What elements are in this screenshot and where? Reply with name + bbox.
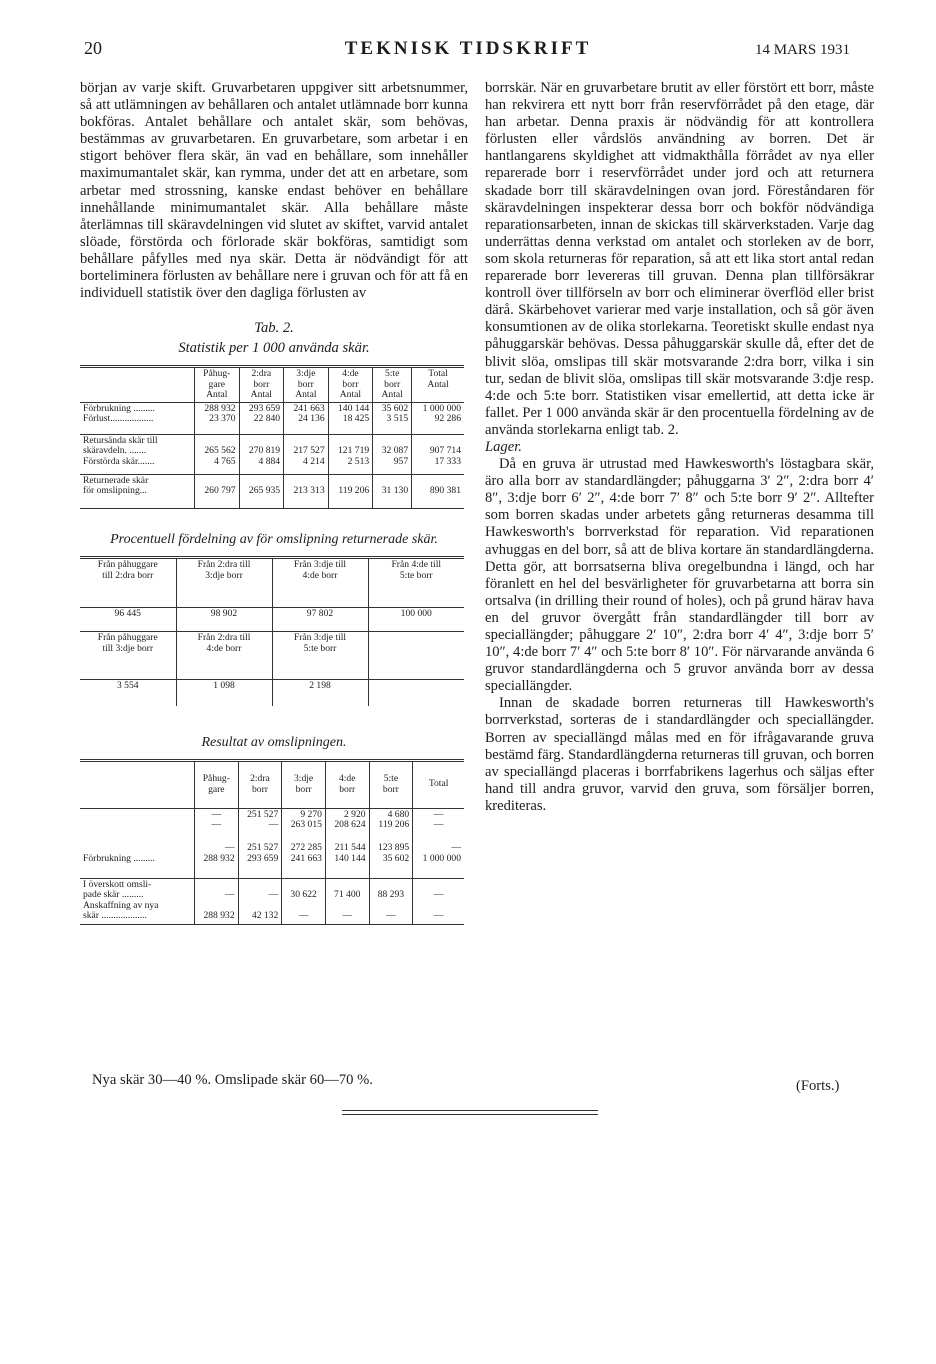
pct-header: Från 2:dra till 3:dje borr — [176, 558, 272, 608]
tab2-cell: 265 935 — [239, 474, 284, 508]
res-cell: 30 622 — — [282, 878, 326, 924]
right-paragraph: borrskär. När en gruvarbetare brutit av eller förstört ett borr, måste han rekvirera ett nytt borr från reservförrådet på den etage, där han arbetar. Denna praxis är nödvändig för att kontrollera förlusten eller vårdslös användning av borren. Det är hantlangarens skyldighet att vidmakthålla förrådet av nya eller reparerade borr i reservförrådet under jord och att returnera skadade borr till skäravdelningen ovan jord. Föreståndaren för skäravdelningen inspekterar dessa borr och bokför nödvändiga reparationsarbeten, innan de skickas till skärverkstaden. Varje dag underrättas denna verkstad om antalet och storleken av de borr, som skola returneras för reparation, så att ett lika stort antal redan reparerade borr levereras till gruvan. Denna plan tillförsäkrar kontroll över tillförseln av borr och eliminerar överflöd eller brist därå. Skärbehovet varierar med varje installation, och så gör även konsumtionen av de olika storlekarna. Teoretiskt skulle endast nya påhuggarskär behövas. Dessa påhuggarskär skulle då, efter det de blivit slöa, omslipas till skär motsvarande 2:dra borr, vilka i sin tur, sedan de blivit slöa, omslipas till skär motsvarande 3:dje resp. 4:de och 5:te borr. Statistiken visar emellertid, att detta icke är fallet. Per 1 000 använda skär är den procentuella fördelning av de använda storlekarna enligt tab. 2. — [485, 80, 874, 438]
res-header: Total — [413, 760, 464, 808]
tab2-header: 2:dra borr Antal — [239, 367, 284, 403]
res-header: 5:te borr — [369, 760, 413, 808]
res-cell: — 288 932 — [195, 878, 239, 924]
tab2-header: 4:de borr Antal — [328, 367, 373, 403]
tab2-caption: Tab. 2. — [254, 320, 294, 337]
pct-cell — [368, 680, 464, 706]
res-header: 2:dra borr — [238, 760, 282, 808]
end-rule — [342, 1110, 598, 1111]
tab2-cell: 213 313 — [284, 474, 329, 508]
pct-cell: 98 902 — [176, 608, 272, 632]
res-header: 3:dje borr — [282, 760, 326, 808]
continued-marker: (Forts.) — [796, 1078, 840, 1094]
res-cell: 123 895 35 602 — [369, 842, 413, 878]
tab2-cell: 270 819 4 884 — [239, 434, 284, 474]
pct-header: Från påhuggare till 3:dje borr — [97, 632, 158, 654]
tab2-cell: 265 562 4 765 — [195, 434, 240, 474]
res-cell: 4 680 119 206 — [369, 808, 413, 842]
res-cell: 211 544 140 144 — [325, 842, 369, 878]
tab2-cell: 260 797 — [195, 474, 240, 508]
res-cell: 272 285 241 663 — [282, 842, 326, 878]
res-cell: 88 293 — — [369, 878, 413, 924]
right-paragraph: Innan de skadade borren returneras till Hawkesworth's borrverkstad, sorteras de i standardlängder och speciallängder. Borren av speciallängd målas med en för ifrågavarande gruva bestämd färg. Standardlängderna returneras till gruvan, och borren av speciallängd placeras i borrfabrikens lagerhus och säljas efter hand till andra gruvor, varvid den gruva, som försäljer borren, krediteras. — [485, 695, 874, 814]
pct-cell: 100 000 — [368, 608, 464, 632]
pct-cell: 1 098 — [176, 680, 272, 706]
tab2-cell: 241 663 24 136 — [284, 402, 329, 434]
page-number: 20 — [84, 38, 102, 58]
tab2-row-label: Förbrukning ......... Förlust.................. — [83, 402, 155, 425]
res-cell: — 1 000 000 — [413, 842, 464, 878]
section-title: Lager. — [485, 438, 522, 455]
tab2-header: 3:dje borr Antal — [284, 367, 329, 403]
tab2-cell: 35 602 3 515 — [373, 402, 412, 434]
pct-header: Från 3:dje till 4:de borr — [272, 558, 368, 608]
res-cell: 9 270 263 015 — [282, 808, 326, 842]
tab2-header: Total Antal — [412, 367, 464, 403]
res-row-label — [80, 808, 195, 842]
pct-header: Från 4:de till 5:te borr — [368, 558, 464, 608]
pct-title: Procentuell fördelning av för omslipning returnerade skär. — [110, 531, 438, 547]
pct-table — [80, 556, 464, 706]
pct-header: Från påhuggare till 2:dra borr — [97, 559, 158, 581]
pct-cell: 2 198 — [272, 680, 368, 706]
pct-header: Från 2:dra till 4:de borr — [176, 632, 272, 680]
right-column — [485, 80, 874, 815]
tab2-cell: 217 527 4 214 — [284, 434, 329, 474]
pct-cell: 96 445 — [114, 608, 141, 619]
res-header: 4:de borr — [325, 760, 369, 808]
tab2-cell: 31 130 — [373, 474, 412, 508]
left-paragraph: början av varje skift. Gruvarbetaren uppgiver sitt arbetsnummer, så att utlämningen av behållaren och antalet utlämnade borr kunna bokföras. Antalet behållare och antalet skär, som behövas, bestämmas av gruvarbetaren. En gruvarbetare, som arbetar i en stigort behöver flera skär, än vad en behållare, som innehåller maximumantalet skär, kan rymma, under det att en arbetare, som arbetar med strossning, kanske endast behöver en behållare innehållande minimumantalet skär. Alla behållare måste återlämnas till skäravdelningen vid slutet av skiftet, varvid antalet slöade, förstörda och förlorade skär bokföras, samtidigt som behållare påfylles med nya skär. Detta är nödvändigt för att borteliminera förlusten av behållare nere i gruvan och för att få en individuell statistik över den dagliga förlusten av — [80, 80, 468, 302]
journal-title: TEKNISK TIDSKRIFT — [344, 38, 592, 59]
res-header: Påhug- gare — [195, 760, 239, 808]
tab2-cell: 140 144 18 425 — [328, 402, 373, 434]
res-title: Resultat av omslipningen. — [201, 734, 347, 750]
res-cell: 251 527 293 659 — [238, 842, 282, 878]
tab2-cell: 907 714 17 333 — [412, 434, 464, 474]
tab2-cell: 293 659 22 840 — [239, 402, 284, 434]
tab2-row-label: Returnerade skär för omslipning... — [83, 474, 149, 497]
res-cell: — — — [413, 878, 464, 924]
tab2-cell: 890 381 — [412, 474, 464, 508]
tab2-cell: 119 206 — [328, 474, 373, 508]
tab2-cell: 1 000 000 92 286 — [412, 402, 464, 434]
res-cell: — — — [195, 808, 239, 842]
res-cell: 2 920 208 624 — [325, 808, 369, 842]
tab2-table — [80, 365, 464, 509]
pct-header: Från 3:dje till 5:te borr — [272, 632, 368, 680]
tab2-title: Statistik per 1 000 använda skär. — [178, 340, 370, 357]
pct-header — [368, 632, 464, 680]
tab2-row-label: Retursända skär till skäravdeln. ....... Förstörda skär....... — [83, 434, 158, 467]
pct-cell: 97 802 — [272, 608, 368, 632]
pct-cell: 3 554 — [116, 680, 139, 691]
percentage-note: Nya skär 30—40 %. Omslipade skär 60—70 %. — [92, 1072, 373, 1088]
tab2-cell: 288 932 23 370 — [195, 402, 240, 434]
tab2-header: 5:te borr Antal — [373, 367, 412, 403]
tab2-header: Påhug- gare Antal — [195, 367, 240, 403]
res-cell: — — — [413, 808, 464, 842]
tab2-cell: 32 087 957 — [373, 434, 412, 474]
res-table — [80, 759, 464, 925]
end-rule — [342, 1114, 598, 1115]
right-paragraph: Då en gruva är utrustad med Hawkesworth's löstagbara skär, äro alla borr av standardlängder; påhuggarna 3′ 2″, 2:dra borr 4′ 8″, 3:dje borr 6′ 2″, 4:de borr 7′ 8″ och 5:te borr 9′ 2″. Alltefter som borren skadas under arbetets gång returneras desamma till Hawkesworth's borrverkstad för reparation. Vid reparationen avhuggas en del borr, så att de bliva kortare än standardlängderna. Detta gör, att borrsatserna bliva oregelbundna i längd, och har föranlett en hel del besvärligheter för gruvarbetarna att borra sin ortsalva (in drilling their round of holes), och på grund härav hava en del gruvor övergått från standardlängder till borr av speciallängder; påhuggare 2′ 10″, 2:dra borr 4′ 4″, 3:dje borr 5′ 10″, 4:de borr 7′ 4″ och 5:te borr 8′ 10″. För närvarande använda 6 gruvor standardlängderna och 5 gruvor använda borr av dessa speciallängder. — [485, 456, 874, 695]
res-row-label: I överskott omsli- pade skär ......... Anskaffning av nya skär ................... — [83, 878, 159, 922]
res-cell: — 42 132 — [238, 878, 282, 924]
tab2-cell: 121 719 2 513 — [328, 434, 373, 474]
res-cell: — 288 932 — [195, 842, 239, 878]
left-column — [80, 80, 468, 925]
issue-date: 14 MARS 1931 — [754, 42, 850, 58]
res-row-label: Förbrukning ......... — [83, 852, 155, 864]
res-cell: 251 527 — — [238, 808, 282, 842]
res-cell: 71 400 — — [325, 878, 369, 924]
